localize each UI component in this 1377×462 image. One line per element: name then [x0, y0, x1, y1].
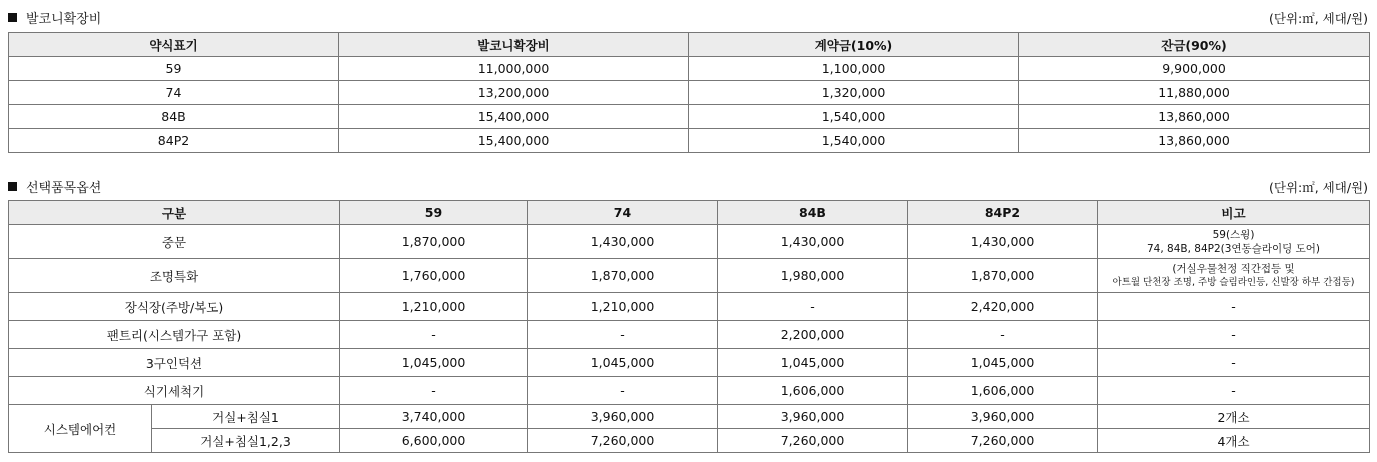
value-cell: 11,000,000 [339, 57, 689, 81]
table-row [9, 405, 1370, 429]
value-cell: 1,760,000 [340, 259, 528, 293]
header-cell: 구분 [9, 201, 340, 225]
header-cell: 84B [718, 201, 908, 225]
table-row [9, 429, 1370, 453]
value-cell: 1,430,000 [718, 225, 908, 259]
value-cell: - [528, 377, 718, 405]
item-label-aircon: 시스템에어컨 [9, 405, 152, 453]
value-cell: 1,045,000 [340, 349, 528, 377]
item-label: 조명특화 [9, 259, 340, 293]
item-label: 팬트리(시스템가구 포함) [9, 321, 340, 349]
value-cell: 1,045,000 [528, 349, 718, 377]
table-row [9, 349, 1370, 377]
note-cell: - [1098, 293, 1370, 321]
note-line: (거실우물천정 직간접등 및 [1172, 262, 1295, 275]
value-cell: 7,260,000 [528, 429, 718, 453]
value-cell: 1,430,000 [528, 225, 718, 259]
value-cell: 1,045,000 [908, 349, 1098, 377]
table-row [9, 81, 1370, 105]
value-cell: 3,960,000 [528, 405, 718, 429]
header-cell: 계약금(10%) [689, 33, 1019, 57]
value-cell: 7,260,000 [718, 429, 908, 453]
value-cell: 13,860,000 [1019, 129, 1370, 153]
unit-label: (단위:㎡, 세대/원) [1269, 11, 1368, 26]
value-cell: 1,430,000 [908, 225, 1098, 259]
value-cell: 1,606,000 [718, 377, 908, 405]
value-cell: 1,045,000 [718, 349, 908, 377]
sub-label: 거실+침실1 [152, 405, 340, 429]
value-cell: 1,100,000 [689, 57, 1019, 81]
header-cell: 잔금(90%) [1019, 33, 1370, 57]
square-bullet-icon [8, 13, 17, 22]
table-row [9, 225, 1370, 259]
value-cell: 9,900,000 [1019, 57, 1370, 81]
table-row [9, 57, 1370, 81]
unit-label: (단위:㎡, 세대/원) [1269, 180, 1368, 195]
note-cell: 2개소 [1098, 405, 1370, 429]
sub-label: 거실+침실1,2,3 [152, 429, 340, 453]
value-cell: - [718, 293, 908, 321]
header-cell: 비고 [1098, 201, 1370, 225]
note-cell: - [1098, 349, 1370, 377]
item-label: 3구인덕션 [9, 349, 340, 377]
section-title-text: 선택품목옵션 [26, 181, 102, 196]
value-cell: 1,320,000 [689, 81, 1019, 105]
balcony-expansion-table [8, 32, 1370, 153]
value-cell: - [908, 321, 1098, 349]
note-line: 아트월 단천장 조명, 주방 슬림라인등, 신발장 하부 간접등) [1112, 276, 1355, 288]
type-cell: 74 [9, 81, 339, 105]
note-cell: - [1098, 377, 1370, 405]
value-cell: 6,600,000 [340, 429, 528, 453]
value-cell: 13,200,000 [339, 81, 689, 105]
value-cell: 2,200,000 [718, 321, 908, 349]
table-row [9, 129, 1370, 153]
value-cell: 7,260,000 [908, 429, 1098, 453]
note-line: 59(스윙) [1212, 228, 1255, 241]
value-cell: 11,880,000 [1019, 81, 1370, 105]
value-cell: 3,960,000 [908, 405, 1098, 429]
value-cell: 1,980,000 [718, 259, 908, 293]
value-cell: 13,860,000 [1019, 105, 1370, 129]
section-title-text: 발코니확장비 [26, 12, 102, 27]
value-cell: - [528, 321, 718, 349]
square-bullet-icon [8, 182, 17, 191]
value-cell: - [340, 377, 528, 405]
table-row [9, 293, 1370, 321]
value-cell: 1,540,000 [689, 129, 1019, 153]
table-row [9, 321, 1370, 349]
table-row [9, 105, 1370, 129]
value-cell: - [340, 321, 528, 349]
table-header-row [9, 33, 1370, 57]
value-cell: 3,960,000 [718, 405, 908, 429]
type-cell: 59 [9, 57, 339, 81]
value-cell: 1,210,000 [340, 293, 528, 321]
item-label: 중문 [9, 225, 340, 259]
table-header-row [9, 201, 1370, 225]
note-line: 74, 84B, 84P2(3연동슬라이딩 도어) [1146, 242, 1320, 255]
value-cell: 1,606,000 [908, 377, 1098, 405]
header-cell: 약식표기 [9, 33, 339, 57]
value-cell: 3,740,000 [340, 405, 528, 429]
value-cell: 15,400,000 [339, 129, 689, 153]
type-cell: 84B [9, 105, 339, 129]
type-cell: 84P2 [9, 129, 339, 153]
header-cell: 발코니확장비 [339, 33, 689, 57]
note-cell [1098, 259, 1370, 293]
value-cell: 1,210,000 [528, 293, 718, 321]
value-cell: 1,540,000 [689, 105, 1019, 129]
note-cell [1098, 225, 1370, 259]
header-cell: 59 [340, 201, 528, 225]
header-cell: 74 [528, 201, 718, 225]
table-row [9, 377, 1370, 405]
header-cell: 84P2 [908, 201, 1098, 225]
item-label: 식기세척기 [9, 377, 340, 405]
value-cell: 1,870,000 [908, 259, 1098, 293]
value-cell: 2,420,000 [908, 293, 1098, 321]
value-cell: 15,400,000 [339, 105, 689, 129]
table-row [9, 259, 1370, 293]
value-cell: 1,870,000 [528, 259, 718, 293]
section-title-options [8, 177, 101, 196]
item-label: 장식장(주방/복도) [9, 293, 340, 321]
section-title-balcony [8, 8, 101, 27]
note-cell: 4개소 [1098, 429, 1370, 453]
note-cell: - [1098, 321, 1370, 349]
value-cell: 1,870,000 [340, 225, 528, 259]
option-items-table [8, 200, 1370, 453]
